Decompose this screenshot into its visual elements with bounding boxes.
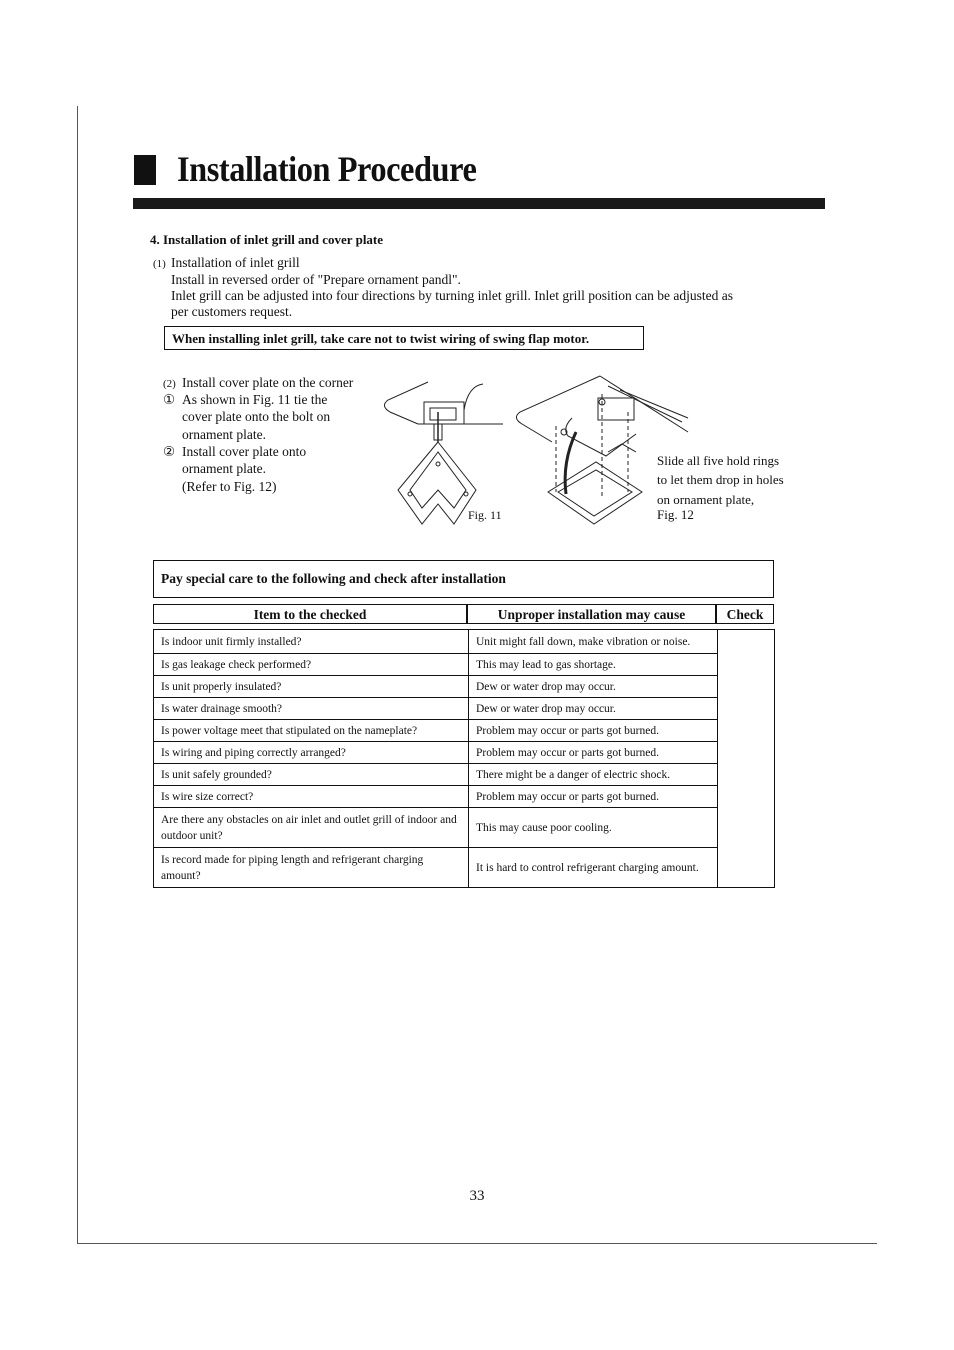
fig12-note-line1: Slide all five hold rings (657, 453, 780, 468)
table-row (154, 786, 775, 808)
row-item: Is indoor unit firmly installed? (154, 630, 469, 654)
bottom-margin-line (77, 1243, 877, 1244)
table-row (154, 630, 775, 654)
check-column-cell[interactable] (718, 630, 775, 888)
table-row (154, 742, 775, 764)
row-item: Is power voltage meet that stipulated on the nameplate? (154, 720, 469, 742)
row-item: Is record made for piping length and refrigerant charging amount? (154, 848, 469, 888)
step2-item1-marker: ① (163, 392, 176, 407)
row-item: Is wiring and piping correctly arranged? (154, 742, 469, 764)
step2-item1-line2: cover plate onto the bolt on (182, 409, 331, 424)
step2-item2-line2: ornament plate. (182, 461, 266, 476)
checklist-heading-box (153, 560, 774, 598)
step1-line2: Inlet grill can be adjusted into four directions by turning inlet grill. Inlet grill position can be adjusted as (171, 288, 733, 303)
column-header-check: Check (716, 604, 774, 624)
row-cause: It is hard to control refrigerant charging amount. (469, 848, 718, 888)
step1-line1: Install in reversed order of "Prepare ornament pandl". (171, 272, 461, 287)
row-cause: Problem may occur or parts got burned. (469, 742, 718, 764)
step2-item1-line1: As shown in Fig. 11 tie the (182, 392, 328, 407)
row-cause: Problem may occur or parts got burned. (469, 786, 718, 808)
warning-box (164, 326, 644, 350)
row-item: Is water drainage smooth? (154, 698, 469, 720)
step1-title: Installation of inlet grill (171, 255, 300, 270)
title-bullet-square (134, 155, 156, 185)
row-item: Is unit safely grounded? (154, 764, 469, 786)
checklist-table (153, 629, 775, 888)
warning-text: When installing inlet grill, take care not to twist wiring of swing flap motor. (172, 331, 590, 346)
column-header-cause: Unproper installation may cause (467, 604, 716, 624)
left-margin-line (77, 106, 78, 1244)
table-row (154, 848, 775, 888)
step2-title: Install cover plate on the corner (182, 375, 354, 390)
table-row (154, 698, 775, 720)
table-row (154, 676, 775, 698)
row-cause: Dew or water drop may occur. (469, 676, 718, 698)
fig11-label: Fig. 11 (468, 508, 502, 522)
row-cause: Problem may occur or parts got burned. (469, 720, 718, 742)
row-cause: Dew or water drop may occur. (469, 698, 718, 720)
step1-number: (1) (153, 258, 166, 270)
title-underline-bar (133, 198, 825, 209)
step2-item2-line1: Install cover plate onto (182, 444, 307, 459)
row-cause: This may lead to gas shortage. (469, 654, 718, 676)
fig12-note-line2: to let them drop in holes (657, 472, 784, 487)
page-number: 33 (469, 1188, 485, 1204)
row-item: Are there any obstacles on air inlet and outlet grill of indoor and outdoor unit? (154, 808, 469, 848)
fig12-label: Fig. 12 (657, 507, 694, 522)
row-item: Is unit properly insulated? (154, 676, 469, 698)
table-row (154, 764, 775, 786)
row-cause: There might be a danger of electric shock. (469, 764, 718, 786)
row-cause: This may cause poor cooling. (469, 808, 718, 848)
checklist-heading: Pay special care to the following and check after installation (161, 571, 506, 586)
row-item: Is wire size correct? (154, 786, 469, 808)
column-header-item: Item to the checked (153, 604, 467, 624)
step2-item1-line3: ornament plate. (182, 427, 266, 442)
step1-line3: per customers request. (171, 304, 293, 319)
row-item: Is gas leakage check performed? (154, 654, 469, 676)
table-row (154, 808, 775, 848)
fig12-note-line3: on ornament plate, (657, 492, 755, 507)
step2-item2-marker: ② (163, 444, 176, 459)
page-title: Installation Procedure (177, 149, 477, 189)
table-row (154, 720, 775, 742)
row-cause: Unit might fall down, make vibration or noise. (469, 630, 718, 654)
section-heading: 4. Installation of inlet grill and cover plate (150, 232, 384, 247)
step2-number: (2) (163, 378, 176, 390)
step2-item2-line3: (Refer to Fig. 12) (182, 479, 277, 494)
table-row (154, 654, 775, 676)
